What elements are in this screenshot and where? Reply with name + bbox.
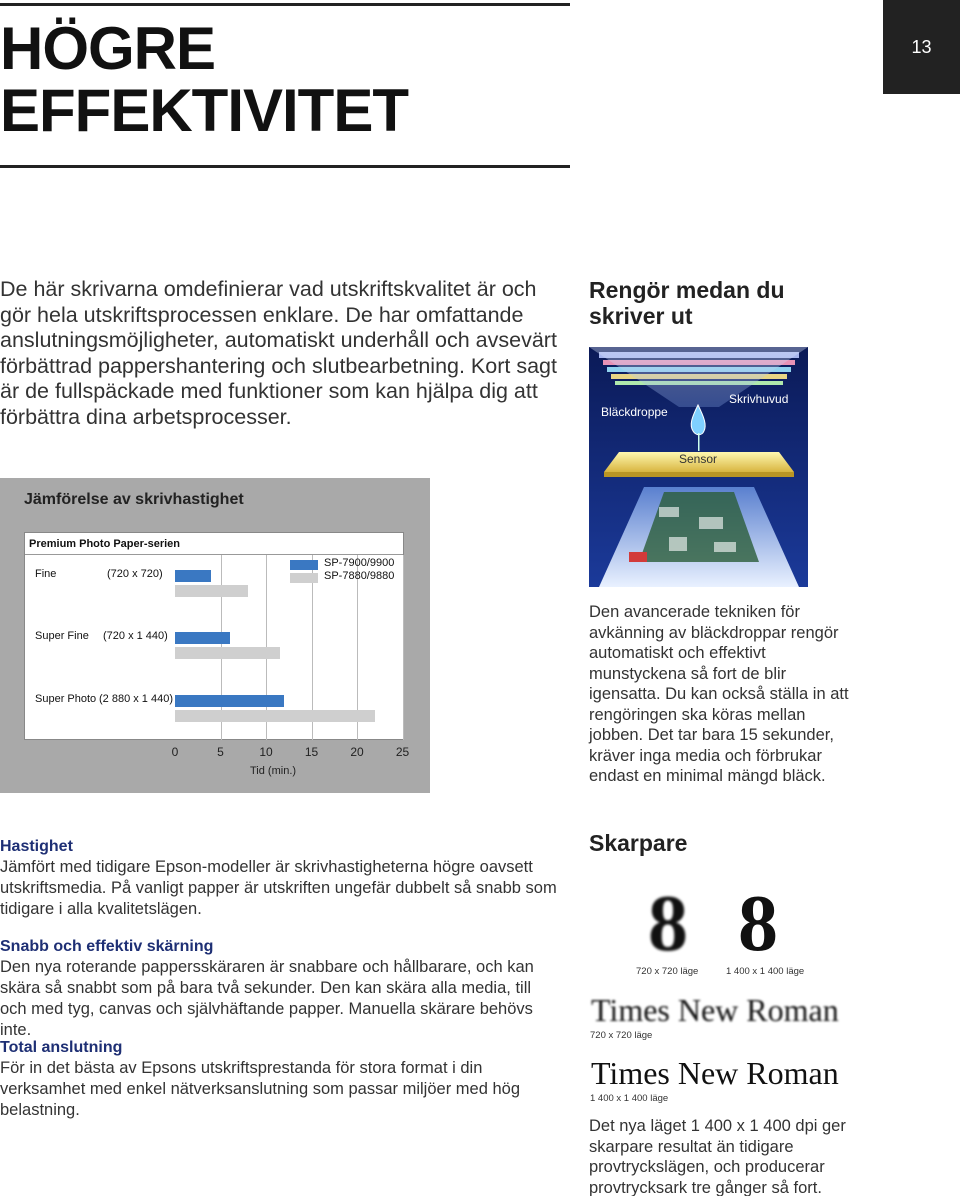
- page-number: 13: [883, 0, 960, 94]
- category-label: Super Fine: [35, 630, 89, 642]
- category-resolution: (2 880 x 1 440): [99, 693, 173, 705]
- bar: [175, 695, 284, 707]
- section-cutter: [0, 936, 560, 1041]
- caption-1400: 1 400 x 1 400 läge: [726, 966, 805, 977]
- legend-label: SP-7880/9880: [324, 570, 395, 582]
- section-heading: Hastighet: [0, 838, 73, 855]
- x-axis-label: Tid (min.): [250, 765, 297, 777]
- bar: [175, 585, 248, 597]
- chart-plot: [24, 532, 410, 759]
- category-resolution: (720 x 1 440): [103, 630, 168, 642]
- legend-swatch: [290, 573, 318, 583]
- printhead-illustration: [589, 347, 808, 587]
- x-tick-label: 15: [304, 745, 319, 759]
- category-label: Super Photo: [35, 693, 97, 705]
- section-connectivity: [0, 1037, 560, 1121]
- bar: [175, 632, 230, 644]
- section-body: För in det bästa av Epsons utskriftsprestanda för stora format i din verksamhet med enkel nätverksanslutning som passar miljöer med hög belastning.: [0, 1059, 520, 1119]
- section-speed: [0, 836, 560, 920]
- bar: [175, 570, 211, 582]
- text-sample-720: Times New Roman: [591, 993, 851, 1027]
- sensor-label: Sensor: [679, 452, 718, 466]
- caption-720-text: 720 x 720 läge: [590, 1030, 653, 1041]
- clean-body: Den avancerade tekniken för avkänning av bläckdroppar rengör automatiskt och effektivt munstyckena så fort de blir igensatta. Du kan också ställa in att rengöringen ska köras mellan jobben. Det tar bara 15 sekunder, kräver inga media och förbrukar endast en minimal mängd bläck.: [589, 603, 849, 785]
- clean-heading: Rengör medan du skriver ut: [589, 277, 785, 329]
- chart-subtitle: Premium Photo Paper-serien: [25, 533, 403, 555]
- section-body: Den nya roterande pappersskäraren är snabbare och hållbarare, och kan skära så snabbt som på bara två sekunder. Den kan skära alla media, till och med tyg, canvas och självhäftande papper. Manuella skärare behövs inte.: [0, 958, 534, 1039]
- text-sample-1400: Times New Roman: [591, 1056, 851, 1090]
- x-tick-label: 10: [259, 745, 273, 759]
- bar: [175, 710, 375, 722]
- category-label: Fine: [35, 568, 57, 580]
- gridline: [403, 555, 404, 740]
- legend-swatch: [290, 560, 318, 570]
- printhead-label: Skrivhuvud: [729, 392, 789, 406]
- section-heading: Total anslutning: [0, 1039, 123, 1056]
- section-heading: Snabb och effektiv skärning: [0, 938, 214, 955]
- x-tick-label: 25: [395, 745, 410, 759]
- bar: [175, 647, 280, 659]
- page-title: HÖGRE EFFEKTIVITET: [0, 15, 408, 144]
- caption-720: 720 x 720 läge: [636, 966, 699, 977]
- legend-label: SP-7900/9900: [324, 557, 395, 569]
- title-rule: [0, 165, 570, 168]
- sharp-heading: Skarpare: [589, 830, 688, 856]
- digit-sample-720: 8: [648, 888, 698, 960]
- speed-chart: [0, 478, 430, 793]
- x-tick-label: 0: [171, 745, 179, 759]
- ink-drop-label: Bläckdroppe: [601, 405, 668, 419]
- x-tick-label: 5: [217, 745, 224, 759]
- top-rule: [0, 3, 570, 6]
- intro-paragraph: De här skrivarna omdefinierar vad utskriftskvalitet är och gör hela utskriftsprocessen enklare. De har omfattande anslutningsmöjligheter, automatiskt underhåll och avsevärt förbättrad pappershantering och slutbearbetning. Kort sagt är de fullspäckade med funktioner som kan hjälpa dig att förbättra dina arbetsprocesser.: [0, 277, 557, 429]
- caption-1400-text: 1 400 x 1 400 läge: [590, 1093, 669, 1104]
- digit-sample-1400: 8: [738, 888, 788, 960]
- section-body: Jämfört med tidigare Epson-modeller är skrivhastigheterna högre oavsett utskriftsmedia. På vanligt papper är utskriften ungefär dubbelt så snabb som tidigare i alla kvalitetslägen.: [0, 858, 557, 918]
- sharp-body: Det nya läget 1 400 x 1 400 dpi ger skarpare resultat än tidigare provtryckslägen, och producerar provtrycksark tre gånger så fort.: [589, 1117, 846, 1196]
- chart-title: Jämförelse av skrivhastighet: [24, 491, 244, 508]
- x-tick-label: 20: [350, 745, 364, 759]
- printhead-cleaning-image: [589, 347, 808, 587]
- category-resolution: (720 x 720): [107, 568, 163, 580]
